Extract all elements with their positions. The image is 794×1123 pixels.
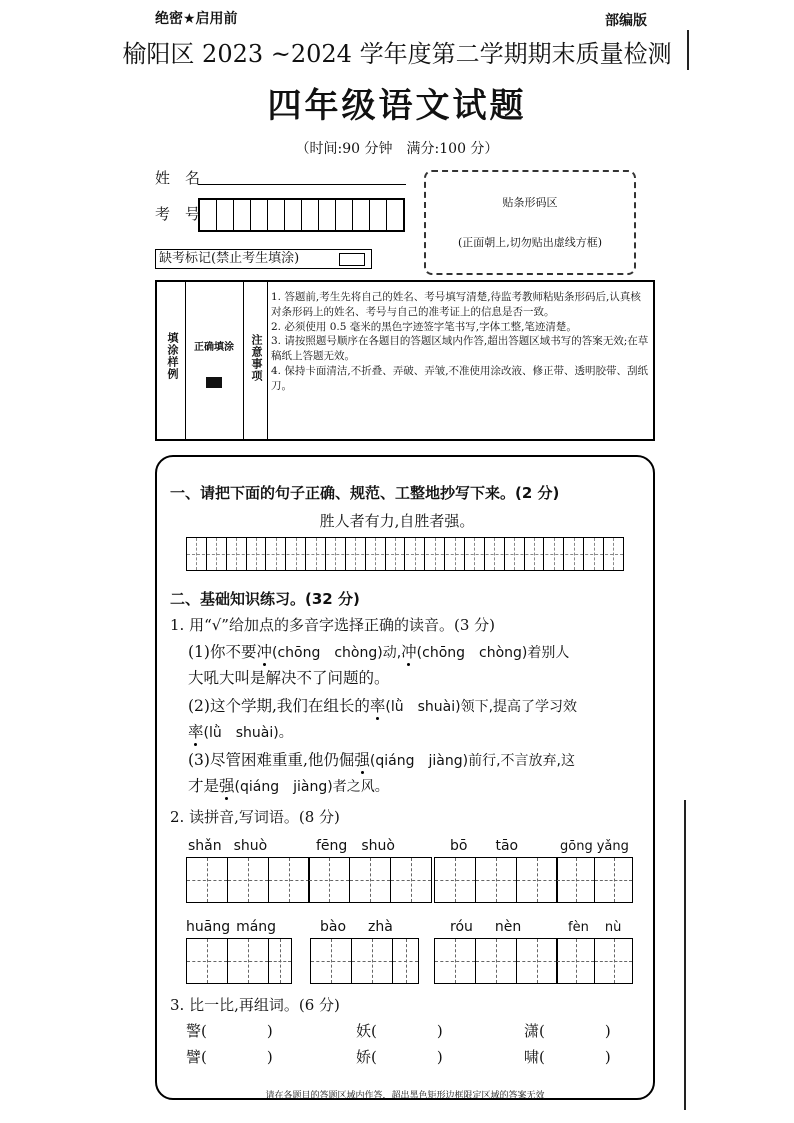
tianzi-grid[interactable] (186, 938, 292, 984)
pinyin-choice[interactable]: (qiáng jiàng)前行,不言放弃,这 (369, 753, 575, 769)
compare-char: 娇 (356, 1048, 372, 1066)
compare-item (524, 1020, 611, 1041)
compare-char: 妖 (356, 1022, 372, 1040)
name-label: 姓 名 (155, 169, 201, 187)
pinyin-choice[interactable]: (qiáng jiàng)者之风。 (234, 779, 389, 795)
confidential-mark: 绝密★启用前 (155, 11, 238, 27)
pinyin-choice[interactable]: (lǜ shuài)领下,提高了学习效 (385, 699, 578, 715)
dotted-char: 强 (219, 777, 235, 795)
pinyin: yǎng (596, 839, 629, 854)
compare-item (524, 1046, 611, 1067)
pinyin: fēng (316, 838, 348, 854)
q1-line6 (188, 774, 389, 796)
footer-note: 请在各题目的答题区域内作答，超出黑色矩形边框限定区域的答案无效 (265, 1091, 545, 1101)
compare-item (186, 1020, 273, 1041)
word-group (308, 835, 395, 854)
section2-heading: 二、基础知识练习。(32 分) (170, 590, 360, 608)
pinyin: zhà (368, 919, 393, 935)
pinyin: gōng (560, 839, 593, 854)
q1-text: (1)你不要 (188, 643, 257, 661)
pinyin: nèn (494, 919, 522, 935)
dotted-char: 强 (354, 751, 370, 769)
pinyin: huāng (186, 919, 231, 935)
correct-fill-cell (185, 282, 244, 439)
id-label: 考 号 (155, 205, 201, 223)
dotted-char: 率 (369, 697, 386, 715)
compare-item (186, 1046, 273, 1067)
q1-line5 (188, 748, 575, 770)
pinyin: róu (450, 919, 473, 935)
q1-line3 (188, 694, 577, 716)
answer-blank[interactable]: ( ) (539, 1048, 611, 1066)
q1-text: 才是 (188, 777, 220, 795)
exam-subtitle: 四年级语文试题 (267, 86, 527, 126)
compare-item (356, 1020, 443, 1041)
q3-prompt: 3. 比一比,再组词。(6 分) (170, 996, 340, 1014)
exam-title: 榆阳区 2023 ~2024 学年度第二学期期末质量检测 (122, 40, 672, 68)
compare-char: 潇 (524, 1022, 540, 1040)
instruction-table (155, 280, 655, 441)
instruction-item: 1. 答题前,考生先将自己的姓名、考号填写清楚,待监考教师粘贴条形码后,认真核对条形码上的姓名、考号与自己的准考证上的信息是否一致。 (271, 291, 641, 318)
scan-edge-line (687, 30, 689, 70)
filled-sample-mark (206, 377, 222, 388)
fill-sample-label: 填涂样例 (166, 332, 179, 380)
tianzi-grid[interactable] (556, 938, 633, 984)
instruction-item: 4. 保持卡面清洁,不折叠、弄破、弄皱,不准使用涂改液、修正带、透明胶带、刮纸刀。 (271, 364, 649, 392)
pinyin-choice[interactable]: (chōng chòng)着别人 (416, 645, 570, 661)
word-group (434, 916, 521, 935)
absent-checkbox[interactable] (339, 253, 365, 266)
compare-char: 啸 (524, 1048, 540, 1066)
tianzi-grid[interactable] (310, 938, 419, 984)
id-grid[interactable] (198, 198, 405, 232)
q1-text: (3)尽管困难重重,他仍倔 (188, 751, 355, 769)
notice-label: 注意事项 (250, 334, 263, 382)
pinyin: fèn (568, 920, 589, 935)
pinyin: tāo (495, 838, 519, 854)
dotted-char: 冲 (256, 643, 272, 661)
scan-edge-line (684, 800, 686, 1110)
edition-label: 部编版 (605, 13, 647, 29)
answer-blank[interactable]: ( ) (201, 1048, 273, 1066)
absent-mark (155, 249, 372, 269)
fill-sample-cell (157, 282, 186, 439)
word-group (310, 916, 393, 935)
answer-blank[interactable]: ( ) (201, 1022, 273, 1040)
word-group (186, 916, 276, 935)
barcode-note: (正面朝上,切勿贴出虚线方框) (457, 236, 603, 249)
tianzi-grid[interactable] (434, 938, 558, 984)
pinyin: nù (604, 920, 622, 935)
tianzi-grid[interactable] (434, 857, 558, 903)
word-group (556, 916, 621, 935)
dotted-char: 冲 (401, 643, 417, 661)
tianzi-grid[interactable] (556, 857, 633, 903)
q1-line2: 大吼大叫是解决不了问题的。 (188, 669, 390, 687)
barcode-area (424, 170, 636, 275)
pinyin: shǎn (188, 838, 222, 854)
compare-char: 譬 (186, 1048, 202, 1066)
notice-cell (243, 282, 268, 439)
instruction-list (271, 290, 651, 394)
instruction-item: 2. 必须使用 0.5 毫米的黑色字迹签字笔书写,字体工整,笔迹清楚。 (271, 320, 577, 333)
section1-heading: 一、请把下面的句子正确、规范、工整地抄写下来。(2 分) (170, 484, 560, 502)
correct-fill-label: 正确填涂 (194, 342, 234, 353)
q1-text: (2)这个学期,我们在组长的 (188, 697, 370, 715)
pinyin: bào (320, 919, 347, 935)
compare-item (356, 1046, 443, 1067)
compare-char: 警 (186, 1022, 202, 1040)
word-group (556, 835, 629, 854)
word-group (186, 835, 267, 854)
tianzi-grid[interactable] (308, 857, 432, 903)
pinyin-choice[interactable]: (chōng chòng)动, (271, 645, 402, 661)
q1-prompt: 1. 用“√”给加点的多音字选择正确的读音。(3 分) (170, 616, 495, 634)
pinyin: shuò (361, 838, 395, 854)
word-group (434, 835, 518, 854)
pinyin: máng (236, 919, 277, 935)
tianzi-grid[interactable] (186, 857, 310, 903)
absent-label: 缺考标记(禁止考生填涂) (159, 251, 300, 266)
pinyin: shuò (233, 838, 268, 854)
copy-sentence: 胜人者有力,自胜者强。 (319, 512, 475, 530)
name-field[interactable] (198, 183, 406, 185)
pinyin-choice[interactable]: (lǜ shuài)。 (203, 725, 293, 741)
instruction-item: 3. 请按照题号顺序在各题目的答题区域内作答,超出答题区域书写的答案无效;在草稿纸上答题无效。 (271, 335, 649, 363)
answer-blank[interactable]: ( ) (371, 1048, 443, 1066)
time-info: （时间:90 分钟 满分:100 分） (295, 141, 499, 157)
barcode-title: 贴条形码区 (502, 196, 558, 209)
dotted-char: 率 (188, 723, 204, 741)
q1-line1 (188, 640, 569, 662)
copy-grid[interactable] (186, 537, 624, 571)
answer-blank[interactable]: ( ) (371, 1022, 443, 1040)
answer-blank[interactable]: ( ) (539, 1022, 611, 1040)
q2-prompt: 2. 读拼音,写词语。(8 分) (170, 808, 340, 826)
pinyin: bō (450, 838, 468, 854)
q1-line4 (188, 720, 293, 742)
